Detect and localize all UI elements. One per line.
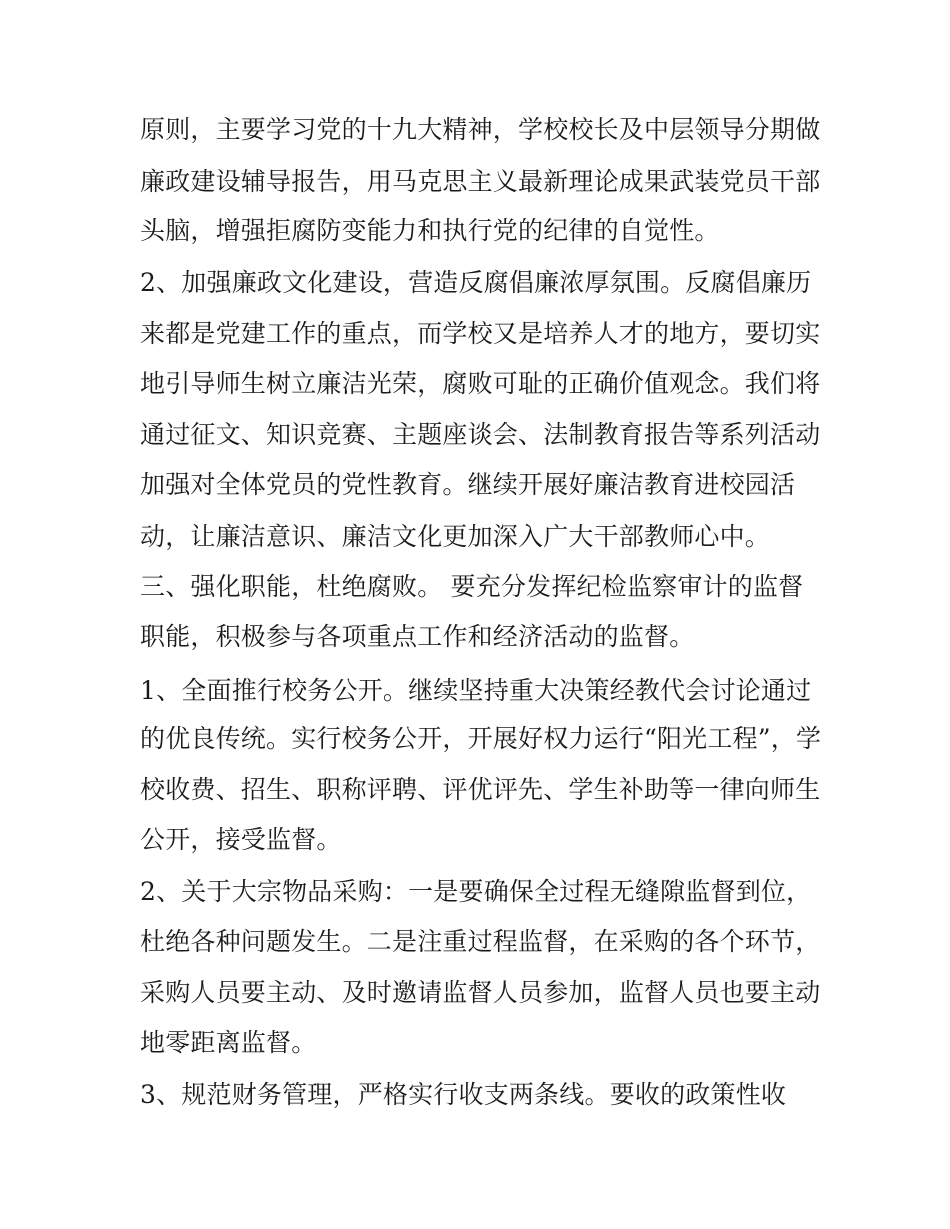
text-line: 职能，积极参与各项重点工作和经济活动的监督。: [140, 622, 695, 651]
text-line: 通过征文、知识竞赛、主题座谈会、法制教育报告等系列活动: [140, 420, 821, 449]
text-line: 公开，接受监督。: [140, 825, 342, 854]
text-line: 加强对全体党员的党性教育。继续开展好廉洁教育进校园活: [140, 470, 796, 499]
text-line: 1、全面推行校务公开。继续坚持重大决策经教代会讨论通过: [140, 676, 812, 705]
text-line: 原则，主要学习党的十九大精神，学校校长及中层领导分期做: [140, 115, 821, 144]
text-line: 的优良传统。实行校务公开，开展好权力运行“阳光工程”，学: [140, 724, 822, 753]
text-line: 校收费、招生、职称评聘、评优评先、学生补助等一律向师生: [140, 775, 821, 804]
text-line: 地零距离监督。: [140, 1028, 317, 1057]
text-line: 来都是党建工作的重点，而学校又是培养人才的地方，要切实: [140, 319, 821, 348]
text-line: 2、关于大宗物品采购：一是要确保全过程无缝隙监督到位，: [140, 877, 812, 906]
text-line: 动，让廉洁意识、廉洁文化更加深入广大干部教师心中。: [140, 522, 771, 551]
text-line: 采购人员要主动、及时邀请监督人员参加，监督人员也要主动: [140, 978, 821, 1007]
text-line: 三、强化职能，杜绝腐败。 要充分发挥纪检监察审计的监督: [140, 572, 804, 601]
text-line: 2、加强廉政文化建设，营造反腐倡廉浓厚氛围。反腐倡廉历: [140, 268, 812, 297]
text-line: 廉政建设辅导报告，用马克思主义最新理论成果武装党员干部: [140, 167, 821, 196]
text-line: 3、规范财务管理，严格实行收支两条线。要收的政策性收: [140, 1080, 787, 1109]
text-line: 头脑，增强拒腐防变能力和执行党的纪律的自觉性。: [140, 216, 720, 245]
text-line: 杜绝各种问题发生。二是注重过程监督，在采购的各个环节，: [140, 927, 821, 956]
text-line: 地引导师生树立廉洁光荣，腐败可耻的正确价值观念。我们将: [140, 369, 821, 398]
